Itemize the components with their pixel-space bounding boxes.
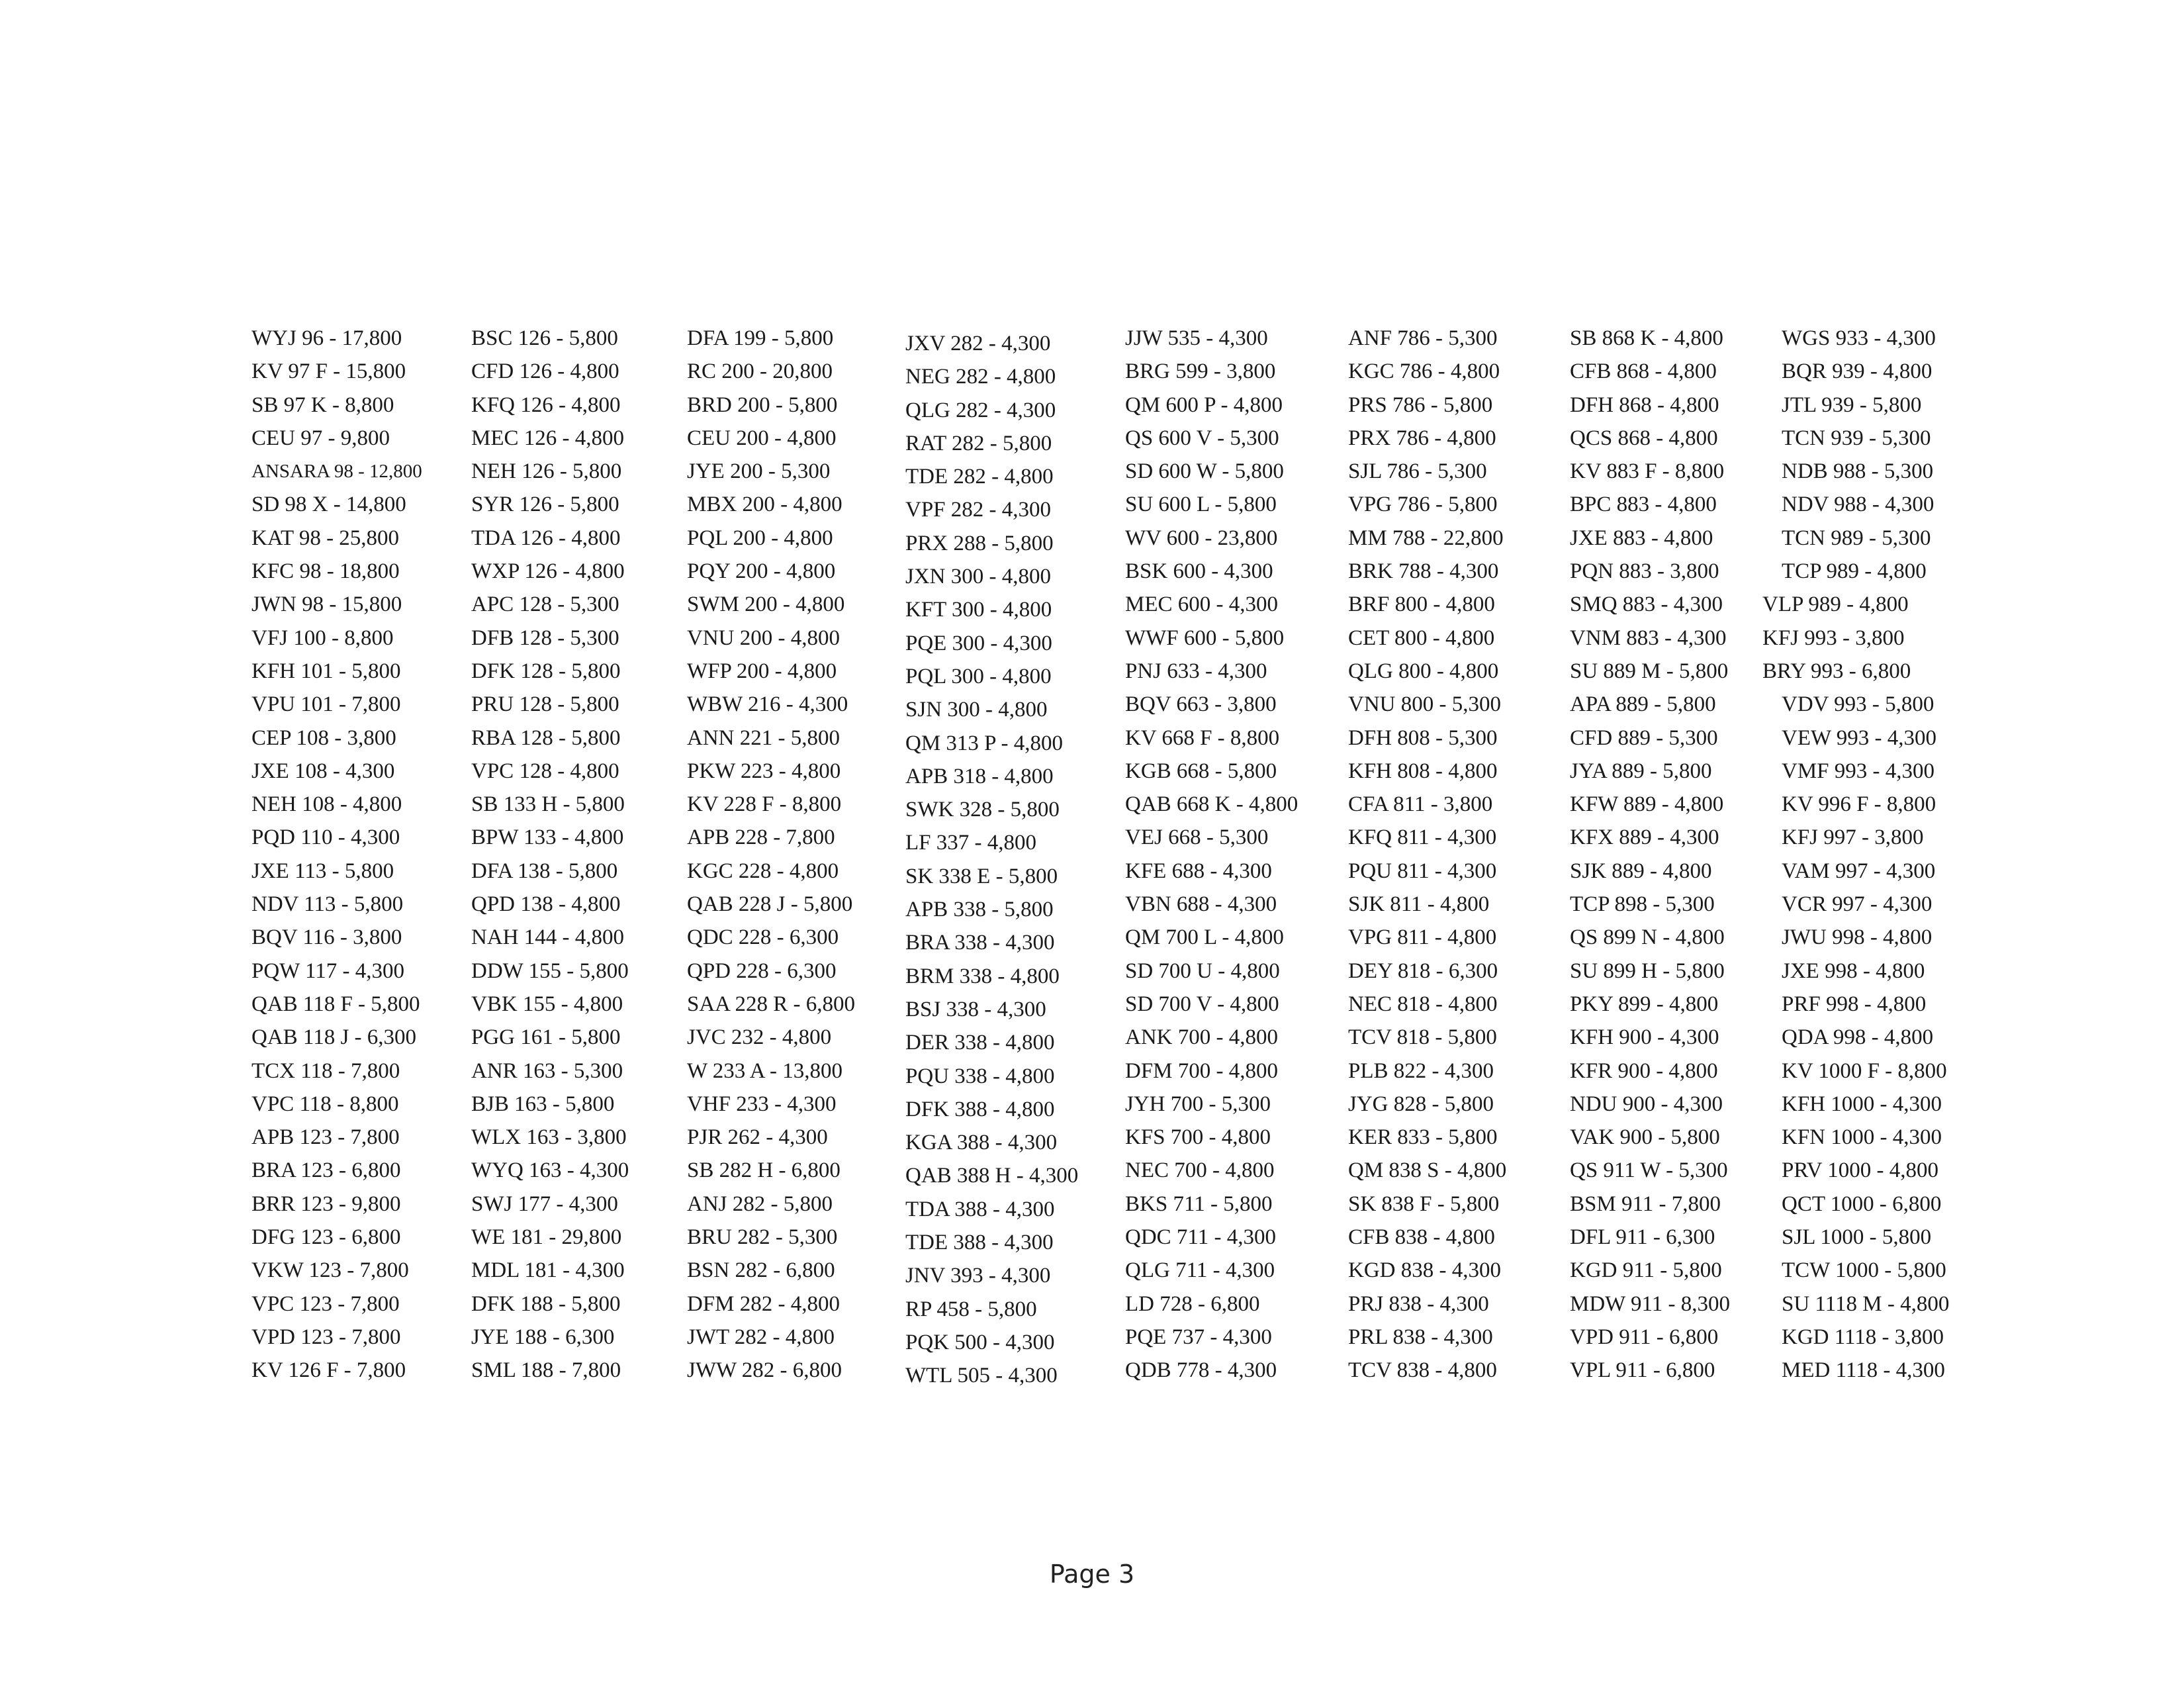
list-item: JXE 113 - 5,800 [251, 859, 394, 883]
list-item: SWK 328 - 5,800 [905, 798, 1060, 822]
list-item: PNJ 633 - 4,300 [1125, 659, 1267, 683]
list-item: BRA 338 - 4,300 [905, 931, 1055, 955]
list-item: WTL 505 - 4,300 [905, 1364, 1058, 1388]
list-item: VMF 993 - 4,300 [1782, 759, 1935, 783]
list-item: CEU 97 - 9,800 [251, 426, 390, 450]
list-item: CEU 200 - 4,800 [687, 426, 837, 450]
list-item: CET 800 - 4,800 [1348, 626, 1495, 650]
list-item: RP 458 - 5,800 [905, 1297, 1037, 1321]
list-item: APB 228 - 7,800 [687, 825, 835, 850]
list-item: RC 200 - 20,800 [687, 359, 833, 384]
list-item: KFR 900 - 4,800 [1570, 1058, 1718, 1083]
list-item: TCP 898 - 5,300 [1570, 892, 1715, 917]
list-item: KV 228 F - 8,800 [687, 792, 842, 817]
list-item: KFT 300 - 4,800 [905, 598, 1052, 622]
list-item: NEC 818 - 4,800 [1348, 992, 1498, 1016]
list-item: PQD 110 - 4,300 [251, 825, 400, 850]
list-item: KV 1000 F - 8,800 [1782, 1058, 1947, 1083]
column-6 [1348, 322, 1573, 1387]
list-item: VEJ 668 - 5,300 [1125, 825, 1269, 850]
list-item: WWF 600 - 5,800 [1125, 626, 1285, 650]
list-item: KGB 668 - 5,800 [1125, 759, 1277, 783]
list-item: VKW 123 - 7,800 [251, 1258, 409, 1283]
list-item: KGD 838 - 4,300 [1348, 1258, 1501, 1283]
list-item: SD 600 W - 5,800 [1125, 459, 1284, 484]
list-item: BRA 123 - 6,800 [251, 1158, 401, 1183]
list-item: PQK 500 - 4,300 [905, 1330, 1055, 1354]
list-item: PRL 838 - 4,300 [1348, 1325, 1493, 1349]
list-item: KV 883 F - 8,800 [1570, 459, 1725, 484]
list-item: DFK 188 - 5,800 [471, 1291, 621, 1316]
list-item: QDC 711 - 4,300 [1125, 1225, 1276, 1250]
list-item: TDA 126 - 4,800 [471, 526, 621, 550]
column-1 [251, 322, 477, 1387]
list-item: BSM 911 - 7,800 [1570, 1192, 1721, 1216]
list-item: TCW 1000 - 5,800 [1782, 1258, 1946, 1283]
list-item: LD 728 - 6,800 [1125, 1291, 1260, 1316]
list-item: TCN 989 - 5,300 [1782, 526, 1931, 550]
list-item: TCV 838 - 4,800 [1348, 1358, 1497, 1383]
list-item: WFP 200 - 4,800 [687, 659, 837, 683]
list-item: DFA 138 - 5,800 [471, 859, 618, 883]
list-item: KGC 228 - 4,800 [687, 859, 839, 883]
list-item: NEH 108 - 4,800 [251, 792, 402, 817]
list-item: VLP 989 - 4,800 [1762, 592, 1909, 617]
list-item: MBX 200 - 4,800 [687, 492, 842, 517]
list-item: KV 126 F - 7,800 [251, 1358, 406, 1383]
list-item: QCS 868 - 4,800 [1570, 426, 1718, 450]
list-item: KV 97 F - 15,800 [251, 359, 406, 384]
list-item: ANF 786 - 5,300 [1348, 326, 1498, 350]
list-item: ANN 221 - 5,800 [687, 726, 840, 750]
list-item: VNU 800 - 5,300 [1348, 692, 1501, 717]
list-item: KAT 98 - 25,800 [251, 526, 400, 550]
list-item: WXP 126 - 4,800 [471, 559, 625, 584]
list-item: KFH 900 - 4,300 [1570, 1025, 1719, 1050]
list-item: NDV 113 - 5,800 [251, 892, 404, 917]
list-item: DFA 199 - 5,800 [687, 326, 834, 350]
list-item: JWU 998 - 4,800 [1782, 925, 1933, 950]
list-item: SWJ 177 - 4,300 [471, 1192, 618, 1216]
list-item: NDB 988 - 5,300 [1782, 459, 1934, 484]
list-item: QM 700 L - 4,800 [1125, 925, 1284, 950]
list-item: QDA 998 - 4,800 [1782, 1025, 1934, 1050]
list-item: SJL 786 - 5,300 [1348, 459, 1487, 484]
list-item: QAB 228 J - 5,800 [687, 892, 853, 917]
list-item: PQL 300 - 4,800 [905, 664, 1052, 688]
list-item: NDV 988 - 4,300 [1782, 492, 1934, 517]
list-item: MDW 911 - 8,300 [1570, 1291, 1730, 1316]
list-item: VPD 123 - 7,800 [251, 1325, 401, 1349]
list-item: NAH 144 - 4,800 [471, 925, 624, 950]
list-item: JXE 883 - 4,800 [1570, 526, 1713, 550]
list-item: WE 181 - 29,800 [471, 1225, 622, 1250]
list-item: BRY 993 - 6,800 [1762, 659, 1911, 683]
list-item: BRM 338 - 4,800 [905, 964, 1060, 988]
list-item: VPC 118 - 8,800 [251, 1092, 399, 1116]
list-item: SJN 300 - 4,800 [905, 698, 1048, 722]
list-item: WYQ 163 - 4,300 [471, 1158, 629, 1183]
list-item: PRU 128 - 5,800 [471, 692, 619, 717]
list-item: JYE 188 - 6,300 [471, 1325, 615, 1349]
column-8 [1762, 322, 2007, 1387]
list-item: MM 788 - 22,800 [1348, 526, 1504, 550]
list-item: PRF 998 - 4,800 [1782, 992, 1927, 1016]
list-item: SK 838 F - 5,800 [1348, 1192, 1500, 1216]
list-item: TCP 989 - 4,800 [1782, 559, 1927, 584]
list-item: MED 1118 - 4,300 [1782, 1358, 1945, 1383]
list-item: APB 318 - 4,800 [905, 764, 1054, 788]
list-item: VPC 123 - 7,800 [251, 1291, 400, 1316]
list-item: BSK 600 - 4,300 [1125, 559, 1273, 584]
list-item: DFK 128 - 5,800 [471, 659, 621, 683]
list-item: VAK 900 - 5,800 [1570, 1125, 1720, 1150]
list-item: PQU 338 - 4,800 [905, 1064, 1055, 1088]
list-item: PQL 200 - 4,800 [687, 526, 833, 550]
list-item: DEY 818 - 6,300 [1348, 959, 1498, 983]
list-item: WV 600 - 23,800 [1125, 526, 1278, 550]
list-item: VPG 811 - 4,800 [1348, 925, 1497, 950]
list-item: MEC 600 - 4,300 [1125, 592, 1278, 617]
list-item: JNV 393 - 4,300 [905, 1264, 1051, 1288]
list-item: PJR 262 - 4,300 [687, 1125, 828, 1150]
list-item: KFN 1000 - 4,300 [1782, 1125, 1942, 1150]
list-item: PRX 288 - 5,800 [905, 531, 1054, 555]
list-item: W 233 A - 13,800 [687, 1058, 842, 1083]
list-item: SD 700 V - 4,800 [1125, 992, 1279, 1016]
list-item: PQU 811 - 4,300 [1348, 859, 1497, 883]
list-item: JXE 108 - 4,300 [251, 759, 395, 783]
list-item: DFG 123 - 6,800 [251, 1225, 401, 1250]
list-item: BRR 123 - 9,800 [251, 1192, 401, 1216]
list-item: VEW 993 - 4,300 [1782, 726, 1937, 750]
list-item: BSC 126 - 5,800 [471, 326, 618, 350]
list-item: SB 97 K - 8,800 [251, 393, 394, 417]
list-item: PQE 737 - 4,300 [1125, 1325, 1272, 1349]
list-item: QAB 118 J - 6,300 [251, 1025, 417, 1050]
list-item: QDC 228 - 6,300 [687, 925, 839, 950]
list-item: SU 600 L - 5,800 [1125, 492, 1277, 517]
list-item: BQV 116 - 3,800 [251, 925, 402, 950]
list-item: VNM 883 - 4,300 [1570, 626, 1727, 650]
list-item: JWN 98 - 15,800 [251, 592, 402, 617]
list-item: ANR 163 - 5,300 [471, 1058, 623, 1083]
list-item: PLB 822 - 4,300 [1348, 1058, 1494, 1083]
list-item: VAM 997 - 4,300 [1782, 859, 1936, 883]
list-item: BRG 599 - 3,800 [1125, 359, 1276, 384]
list-item: NEG 282 - 4,800 [905, 365, 1056, 389]
list-item: APB 123 - 7,800 [251, 1125, 400, 1150]
listing-table [0, 322, 2184, 1394]
list-item: RBA 128 - 5,800 [471, 726, 621, 750]
list-item: JYA 889 - 5,800 [1570, 759, 1712, 783]
list-item: KFQ 811 - 4,300 [1348, 825, 1497, 850]
list-item: WLX 163 - 3,800 [471, 1125, 627, 1150]
list-item: PKY 899 - 4,800 [1570, 992, 1719, 1016]
list-item: DFK 388 - 4,800 [905, 1097, 1055, 1121]
list-item: ANK 700 - 4,800 [1125, 1025, 1278, 1050]
list-item: BKS 711 - 5,800 [1125, 1192, 1273, 1216]
list-item: QCT 1000 - 6,800 [1782, 1192, 1942, 1216]
list-item: TCX 118 - 7,800 [251, 1058, 400, 1083]
list-item: PRX 786 - 4,800 [1348, 426, 1496, 450]
list-item: PQN 883 - 3,800 [1570, 559, 1719, 584]
list-item: TDE 388 - 4,300 [905, 1231, 1054, 1255]
list-item: VPU 101 - 7,800 [251, 692, 401, 717]
list-item: KFW 889 - 4,800 [1570, 792, 1724, 817]
list-item: BSN 282 - 6,800 [687, 1258, 835, 1283]
list-item: PQY 200 - 4,800 [687, 559, 836, 584]
list-item: QM 313 P - 4,800 [905, 731, 1064, 755]
list-item: APB 338 - 5,800 [905, 898, 1054, 922]
list-item: QM 600 P - 4,800 [1125, 393, 1283, 417]
list-item: BQR 939 - 4,800 [1782, 359, 1933, 384]
list-item: QS 899 N - 4,800 [1570, 925, 1725, 950]
list-item: BQV 663 - 3,800 [1125, 692, 1277, 717]
list-item: SYR 126 - 5,800 [471, 492, 619, 517]
list-item: SJL 1000 - 5,800 [1782, 1225, 1932, 1250]
list-item: KFX 889 - 4,300 [1570, 825, 1719, 850]
list-item: SB 133 H - 5,800 [471, 792, 625, 817]
column-7 [1570, 322, 1795, 1387]
list-item: KGD 1118 - 3,800 [1782, 1325, 1944, 1349]
list-item: BSJ 338 - 4,300 [905, 997, 1046, 1021]
list-item: VPL 911 - 6,800 [1570, 1358, 1715, 1383]
list-item: BJB 163 - 5,800 [471, 1092, 615, 1116]
list-item: SU 899 H - 5,800 [1570, 959, 1725, 983]
list-item: KV 996 F - 8,800 [1782, 792, 1936, 817]
list-item: QAB 118 F - 5,800 [251, 992, 420, 1016]
list-item: JYH 700 - 5,300 [1125, 1092, 1271, 1116]
list-item: DFH 808 - 5,300 [1348, 726, 1498, 750]
list-item: KFS 700 - 4,800 [1125, 1125, 1271, 1150]
list-item: ANSARA 98 - 12,800 [251, 461, 422, 483]
column-2 [471, 322, 696, 1387]
list-item: APA 889 - 5,800 [1570, 692, 1716, 717]
list-item: JWW 282 - 6,800 [687, 1358, 842, 1383]
list-item: JXV 282 - 4,300 [905, 332, 1051, 355]
list-item: TCN 939 - 5,300 [1782, 426, 1931, 450]
column-5 [1125, 322, 1350, 1387]
list-item: JWT 282 - 4,800 [687, 1325, 835, 1349]
list-item: QS 600 V - 5,300 [1125, 426, 1279, 450]
list-item: NEH 126 - 5,800 [471, 459, 622, 484]
list-item: CFD 889 - 5,300 [1570, 726, 1718, 750]
list-item: DFH 868 - 4,800 [1570, 393, 1719, 417]
list-item: VBN 688 - 4,300 [1125, 892, 1277, 917]
list-item: LF 337 - 4,800 [905, 831, 1036, 855]
list-item: QAB 668 K - 4,800 [1125, 792, 1298, 817]
list-item: CEP 108 - 3,800 [251, 726, 396, 750]
list-item: RAT 282 - 5,800 [905, 431, 1052, 455]
list-item: BPC 883 - 4,800 [1570, 492, 1717, 517]
list-item: WBW 216 - 4,300 [687, 692, 848, 717]
list-item: DDW 155 - 5,800 [471, 959, 629, 983]
page-number: Page 3 [1049, 1560, 1135, 1589]
list-item: SJK 811 - 4,800 [1348, 892, 1490, 917]
list-item: VHF 233 - 4,300 [687, 1092, 837, 1116]
list-item: CFB 868 - 4,800 [1570, 359, 1717, 384]
list-item: VCR 997 - 4,300 [1782, 892, 1933, 917]
list-item: PQW 117 - 4,300 [251, 959, 404, 983]
list-item: BRU 282 - 5,300 [687, 1225, 838, 1250]
list-item: TCV 818 - 5,800 [1348, 1025, 1497, 1050]
list-item: KFE 688 - 4,300 [1125, 859, 1272, 883]
list-item: VFJ 100 - 8,800 [251, 626, 394, 650]
list-item: SAA 228 R - 6,800 [687, 992, 855, 1016]
list-item: QPD 228 - 6,300 [687, 959, 837, 983]
list-item: KV 668 F - 8,800 [1125, 726, 1280, 750]
list-item: QS 911 W - 5,300 [1570, 1158, 1728, 1183]
list-item: JJW 535 - 4,300 [1125, 326, 1268, 350]
list-item: SJK 889 - 4,800 [1570, 859, 1712, 883]
list-item: KFH 1000 - 4,300 [1782, 1092, 1942, 1116]
list-item: SML 188 - 7,800 [471, 1358, 621, 1383]
list-item: SK 338 E - 5,800 [905, 864, 1058, 888]
list-item: KFC 98 - 18,800 [251, 559, 400, 584]
list-item: SWM 200 - 4,800 [687, 592, 845, 617]
list-item: DFM 700 - 4,800 [1125, 1058, 1279, 1083]
list-item: QLG 282 - 4,300 [905, 398, 1056, 422]
list-item: DFB 128 - 5,300 [471, 626, 619, 650]
list-item: KGC 786 - 4,800 [1348, 359, 1500, 384]
list-item: WYJ 96 - 17,800 [251, 326, 402, 350]
list-item: DER 338 - 4,800 [905, 1031, 1055, 1055]
list-item: NDU 900 - 4,300 [1570, 1092, 1723, 1116]
list-item: PRS 786 - 5,800 [1348, 393, 1493, 417]
list-item: DFL 911 - 6,300 [1570, 1225, 1715, 1250]
list-item: BRD 200 - 5,800 [687, 393, 838, 417]
list-item: KGA 388 - 4,300 [905, 1131, 1058, 1155]
list-item: VPD 911 - 6,800 [1570, 1325, 1719, 1349]
list-item: WGS 933 - 4,300 [1782, 326, 1936, 350]
list-item: SD 98 X - 14,800 [251, 492, 406, 517]
list-item: BPW 133 - 4,800 [471, 825, 624, 850]
list-item: TDE 282 - 4,800 [905, 465, 1054, 489]
list-item: CFA 811 - 3,800 [1348, 792, 1493, 817]
list-item: PQE 300 - 4,300 [905, 631, 1052, 655]
list-item: KER 833 - 5,800 [1348, 1125, 1498, 1150]
list-item: MDL 181 - 4,300 [471, 1258, 625, 1283]
list-item: DFM 282 - 4,800 [687, 1291, 841, 1316]
list-item: JVC 232 - 4,800 [687, 1025, 832, 1050]
list-item: JXN 300 - 4,800 [905, 565, 1051, 589]
list-item: QAB 388 H - 4,300 [905, 1164, 1079, 1188]
list-item: PRJ 838 - 4,300 [1348, 1291, 1489, 1316]
list-item: KFJ 993 - 3,800 [1762, 626, 1905, 650]
list-item: PRV 1000 - 4,800 [1782, 1158, 1938, 1183]
list-item: KGD 911 - 5,800 [1570, 1258, 1722, 1283]
column-4 [905, 327, 1130, 1393]
list-item: ANJ 282 - 5,800 [687, 1192, 833, 1216]
list-item: SB 282 H - 6,800 [687, 1158, 841, 1183]
list-item: KFJ 997 - 3,800 [1782, 825, 1924, 850]
list-item: CFB 838 - 4,800 [1348, 1225, 1495, 1250]
list-item: KFQ 126 - 4,800 [471, 393, 621, 417]
list-item: BRF 800 - 4,800 [1348, 592, 1495, 617]
list-item: VDV 993 - 5,800 [1782, 692, 1934, 717]
list-item: JYE 200 - 5,300 [687, 459, 831, 484]
column-3 [687, 322, 912, 1387]
list-item: SU 889 M - 5,800 [1570, 659, 1729, 683]
list-item: QLG 800 - 4,800 [1348, 659, 1499, 683]
list-item: JTL 939 - 5,800 [1782, 393, 1922, 417]
list-item: VNU 200 - 4,800 [687, 626, 840, 650]
list-item: NEC 700 - 4,800 [1125, 1158, 1275, 1183]
list-item: QDB 778 - 4,300 [1125, 1358, 1277, 1383]
list-item: SD 700 U - 4,800 [1125, 959, 1280, 983]
list-item: PKW 223 - 4,800 [687, 759, 841, 783]
list-item: CFD 126 - 4,800 [471, 359, 619, 384]
list-item: VBK 155 - 4,800 [471, 992, 623, 1016]
list-item: SU 1118 M - 4,800 [1782, 1291, 1950, 1316]
list-item: JYG 828 - 5,800 [1348, 1092, 1494, 1116]
list-item: APC 128 - 5,300 [471, 592, 619, 617]
list-item: VPF 282 - 4,300 [905, 498, 1052, 522]
list-item: JXE 998 - 4,800 [1782, 959, 1925, 983]
list-item: KFH 808 - 4,800 [1348, 759, 1498, 783]
list-item: SMQ 883 - 4,300 [1570, 592, 1723, 617]
list-item: BRK 788 - 4,300 [1348, 559, 1499, 584]
list-item: SB 868 K - 4,800 [1570, 326, 1723, 350]
list-item: PGG 161 - 5,800 [471, 1025, 621, 1050]
list-item: VPG 786 - 5,800 [1348, 492, 1498, 517]
list-item: QPD 138 - 4,800 [471, 892, 621, 917]
list-item: QM 838 S - 4,800 [1348, 1158, 1507, 1183]
list-item: MEC 126 - 4,800 [471, 426, 624, 450]
list-item: VPC 128 - 4,800 [471, 759, 619, 783]
list-item: QLG 711 - 4,300 [1125, 1258, 1275, 1283]
list-item: TDA 388 - 4,300 [905, 1197, 1055, 1221]
list-item: KFH 101 - 5,800 [251, 659, 401, 683]
